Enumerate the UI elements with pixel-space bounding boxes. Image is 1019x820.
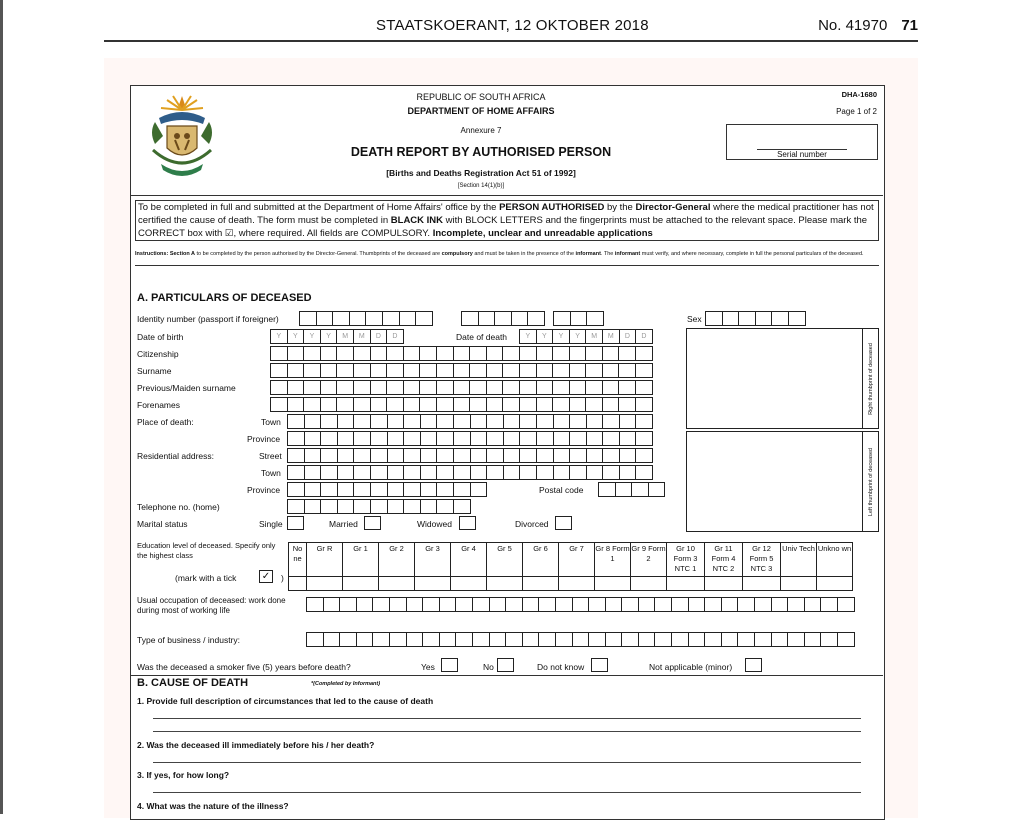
citizenship-label: Citizenship	[137, 349, 179, 359]
right-thumb-label: Right thumbprint of deceased	[867, 342, 874, 415]
education-level-headers: No ne Gr R Gr 1 Gr 2 Gr 3 Gr 4 Gr 5 Gr 6 Gr 7 Gr 8 Form 1 Gr 9 Form 2 Gr 10 Form 3 NTC 1 Gr 11 Form 4 NTC 2 Gr 12 Form 5 NTC 3 Univ Tech Unkno wn	[288, 542, 853, 577]
tick-example-icon: ✓	[259, 570, 273, 583]
street-boxes[interactable]	[287, 448, 652, 463]
coat-of-arms-icon	[145, 92, 219, 180]
gazette-header	[104, 14, 918, 42]
surname-boxes[interactable]	[270, 363, 652, 378]
department-label: DEPARTMENT OF HOME AFFAIRS	[407, 106, 555, 116]
business-boxes[interactable]	[306, 632, 854, 647]
death-province-boxes[interactable]	[287, 431, 652, 446]
answer-1-line-1[interactable]	[153, 718, 861, 719]
dob-boxes[interactable]: Y Y Y Y M M D D	[270, 329, 403, 344]
death-town-boxes[interactable]	[287, 414, 652, 429]
answer-3-line[interactable]	[153, 792, 861, 793]
page-indicator: Page 1 of 2	[836, 107, 877, 116]
section-b-subtitle: *(Completed by Informant)	[311, 681, 381, 687]
serial-number-label: Serial number	[757, 149, 847, 159]
street-label: Street	[259, 451, 282, 461]
section-reference: [Section 14(1)(b)]	[457, 183, 505, 189]
form-code: DHA-1680	[841, 90, 877, 99]
place-of-death-label: Place of death:	[137, 417, 194, 427]
republic-label: REPUBLIC OF SOUTH AFRICA	[416, 92, 546, 102]
smoker-no-checkbox[interactable]	[497, 658, 514, 672]
identity-label: Identity number (passport if foreigner)	[137, 314, 279, 324]
business-label: Type of business / industry:	[137, 635, 240, 645]
question-3: 3. If yes, for how long?	[137, 770, 230, 780]
question-4: 4. What was the nature of the illness?	[137, 801, 289, 811]
single-label: Single	[259, 519, 283, 529]
identity-boxes-1[interactable]	[299, 311, 432, 326]
answer-2-line[interactable]	[153, 762, 861, 763]
province-label: Province	[247, 434, 281, 444]
divorced-label: Divorced	[515, 519, 549, 529]
instructions-text: Instructions: Section A to be completed by the person authorised by the Director-General. Thumbprints of the deceased are compulsory and must be taken in the presence of the informant. The informant must verify, and where necessary, complete in full the personal particulars of the deceased.	[135, 249, 879, 266]
smoker-label: Was the deceased a smoker five (5) years before death?	[137, 662, 351, 672]
telephone-label: Telephone no. (home)	[137, 502, 220, 512]
mark-tick-label: (mark with a tick	[175, 573, 237, 583]
divorced-checkbox[interactable]	[555, 516, 572, 530]
res-town-label: Town	[261, 468, 281, 478]
previous-surname-boxes[interactable]	[270, 380, 652, 395]
form-header	[131, 86, 883, 196]
left-thumbprint-box[interactable]	[686, 431, 879, 532]
sex-boxes[interactable]	[705, 311, 805, 326]
forenames-boxes[interactable]	[270, 397, 652, 412]
citizenship-boxes[interactable]	[270, 346, 652, 361]
section-b-title: B. CAUSE OF DEATH	[137, 677, 249, 689]
marital-label: Marital status	[137, 519, 188, 529]
gazette-page: 71	[901, 17, 918, 34]
right-thumbprint-box[interactable]	[686, 328, 879, 429]
telephone-boxes[interactable]	[287, 499, 470, 514]
smoker-na-label: Not applicable (minor)	[649, 662, 733, 672]
education-level-checkboxes[interactable]	[288, 574, 853, 591]
single-checkbox[interactable]	[287, 516, 304, 530]
act-reference: [Births and Deaths Registration Act 51 of 1992]	[386, 168, 576, 178]
widowed-checkbox[interactable]	[459, 516, 476, 530]
postal-code-label: Postal code	[539, 485, 584, 495]
gazette-title: STAATSKOERANT, 12 OKTOBER 2018	[376, 17, 649, 34]
tick-close-paren: )	[281, 573, 284, 583]
identity-boxes-3[interactable]	[553, 311, 603, 326]
occupation-label: Usual occupation of deceased: work done during most of working life	[137, 596, 286, 615]
education-label: Education level of deceased. Specify only the highest class	[137, 541, 276, 560]
smoker-na-checkbox[interactable]	[745, 658, 762, 672]
sex-label: Sex	[687, 314, 702, 324]
widowed-label: Widowed	[417, 519, 452, 529]
dob-label: Date of birth	[137, 332, 184, 342]
smoker-no-label: No	[483, 662, 494, 672]
identity-boxes-2[interactable]	[461, 311, 544, 326]
annexure-label: Annexure 7	[460, 126, 502, 135]
answer-1-line-2[interactable]	[153, 731, 861, 732]
dod-boxes[interactable]: Y Y Y Y M M D D	[519, 329, 652, 344]
viewer-border	[0, 0, 3, 814]
intro-text: To be completed in full and submitted at the Department of Home Affairs' office by the PERSON AUTHORISED by the Director-General where the medical practitioner has not certified the cause of death. The form must be completed in BLACK INK with BLOCK LETTERS and the fingerprints must be attached to the relevant space. Please mark the CORRECT box with ☑, where required. All fields are COMPULSORY. Incomplete, unclear and unreadable applications	[135, 200, 879, 241]
occupation-boxes[interactable]	[306, 597, 854, 612]
res-province-boxes[interactable]	[287, 482, 486, 497]
smoker-yes-checkbox[interactable]	[441, 658, 458, 672]
res-province-label: Province	[247, 485, 281, 495]
dod-label: Date of death	[456, 332, 508, 342]
section-b-divider	[131, 675, 883, 676]
section-a-title: A. PARTICULARS OF DECEASED	[137, 292, 312, 304]
smoker-yes-label: Yes	[421, 662, 435, 672]
town-label: Town	[261, 417, 281, 427]
forenames-label: Forenames	[137, 400, 180, 410]
form-title: DEATH REPORT BY AUTHORISED PERSON	[350, 145, 612, 159]
question-1: 1. Provide full description of circumstances that led to the cause of death	[137, 696, 434, 706]
married-label: Married	[329, 519, 358, 529]
serial-number-field[interactable]	[726, 124, 878, 160]
gazette-number: No. 41970 71	[818, 17, 918, 34]
surname-label: Surname	[137, 366, 172, 376]
postal-code-boxes[interactable]	[598, 482, 664, 497]
left-thumb-label: Left thumbprint of deceased	[867, 447, 874, 516]
married-checkbox[interactable]	[364, 516, 381, 530]
residential-label: Residential address:	[137, 451, 215, 461]
smoker-dont-know-checkbox[interactable]	[591, 658, 608, 672]
question-2: 2. Was the deceased ill immediately before his / her death?	[137, 740, 375, 750]
smoker-dont-know-label: Do not know	[537, 662, 585, 672]
previous-surname-label: Previous/Maiden surname	[137, 383, 236, 393]
death-report-form	[130, 85, 885, 820]
res-town-boxes[interactable]	[287, 465, 652, 480]
